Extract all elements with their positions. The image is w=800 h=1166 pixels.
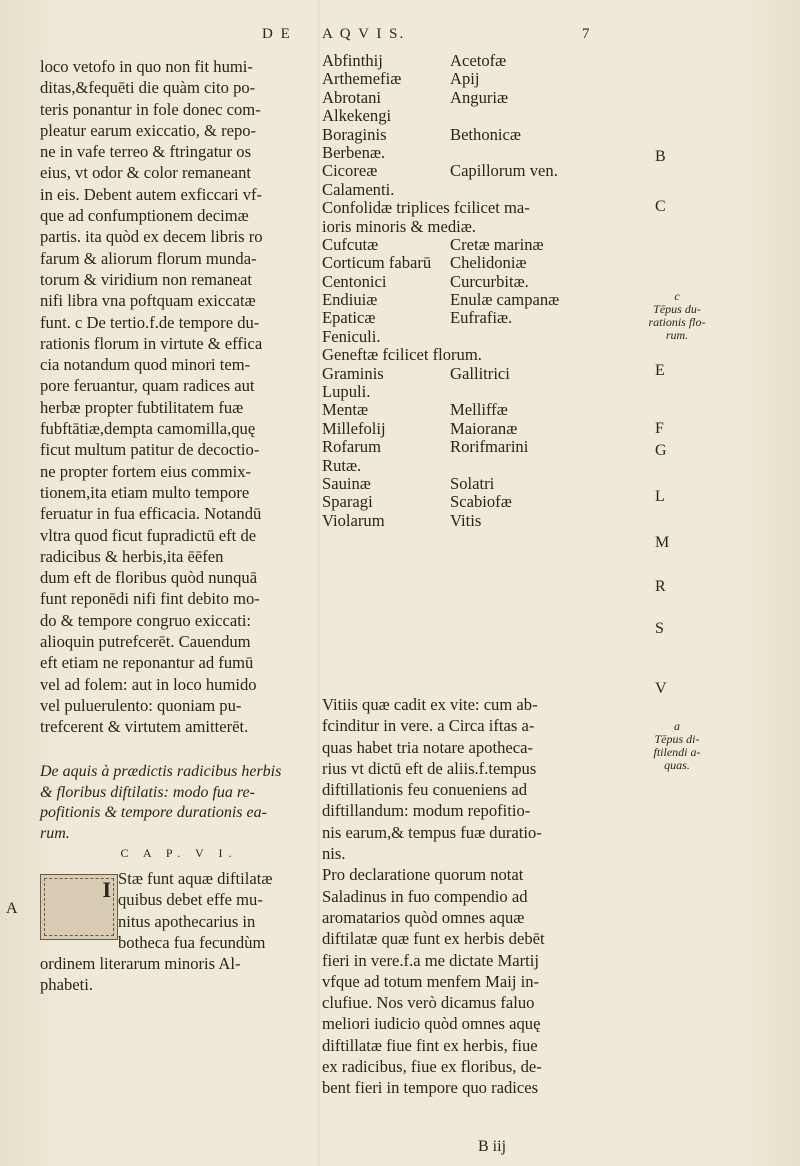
herb-row <box>322 254 622 272</box>
herb-name: Bethonicæ <box>450 124 521 144</box>
text-line: loco vetofo in quo non fit humi- <box>40 57 253 76</box>
herb-name: Maioranæ <box>450 418 518 438</box>
running-header <box>0 26 800 50</box>
text-line: cia notandum quod minori tem- <box>40 355 251 375</box>
text-line: herbæ propter fubtilitatem fuæ <box>40 397 244 417</box>
herb-row <box>322 273 622 291</box>
herb-name: Berbenæ. <box>322 142 386 162</box>
chapter-line: Stæ funt aquæ diftilatæ <box>118 869 273 888</box>
text-line: in eis. Debent autem exficcari vf- <box>40 184 263 204</box>
herb-row <box>322 107 622 125</box>
herb-name: Anguriæ <box>450 87 509 107</box>
running-head-right: A Q V I S. <box>322 26 406 42</box>
text-line: Pro declaratione quorum notat <box>322 865 524 885</box>
herb-name: Sparagi <box>322 492 373 512</box>
herb-row <box>322 181 622 199</box>
chapter-label: C A P. V I. <box>120 846 238 860</box>
herb-name: Epaticæ <box>322 308 376 328</box>
herb-row <box>322 328 622 346</box>
herb-name: Violarum <box>322 510 385 530</box>
text-line: vel puluerulento: quoniam pu- <box>40 695 242 715</box>
text-line: pleatur earum exiccatio, & repo- <box>40 120 257 140</box>
margin-letter: M <box>655 534 670 551</box>
margin-letter: E <box>655 362 665 379</box>
text-line: ex radicibus, fiue ex floribus, de- <box>322 1057 542 1077</box>
chapter-line: quibus debet effe mu- <box>118 890 263 910</box>
heading-line: pofitionis & tempore durationis ea- <box>40 804 267 821</box>
margin-note <box>634 290 720 342</box>
herb-name: Rorifmarini <box>450 437 529 457</box>
text-line: radicibus & herbis,ita ēēfen <box>40 546 224 566</box>
herb-name: Boraginis <box>322 124 387 144</box>
heading-line: & floribus diftilatis: modo fua re- <box>40 783 255 801</box>
herb-name: Mentæ <box>322 400 369 420</box>
text-line: nis earum,& tempus fuæ duratio- <box>322 822 542 842</box>
herb-name: Capillorum ven. <box>450 161 558 181</box>
right-column-text <box>322 694 622 1099</box>
herb-row <box>322 512 622 530</box>
herb-name: Corticum fabarū <box>322 253 432 273</box>
text-line: fubftātiæ,dempta camomilla,quę <box>40 419 256 439</box>
margin-letter: G <box>655 442 667 459</box>
text-line: partis. ita quòd ex decem libris ro <box>40 227 263 247</box>
running-head-left: D E <box>262 26 292 42</box>
margin-letter: B <box>655 148 666 165</box>
herb-name: Arthemefiæ <box>322 69 402 89</box>
text-line: vel ad folem: aut in loco humido <box>40 674 257 694</box>
text-line: vfque ad totum menfem Maij in- <box>322 971 540 991</box>
herb-name: Geneftæ fcilicet florum. <box>322 345 482 365</box>
herb-row <box>322 401 622 419</box>
margin-letter: R <box>655 578 666 595</box>
herb-name: Apij <box>450 69 480 89</box>
herb-name: Solatri <box>450 473 495 493</box>
text-line: teris ponantur in fole donec com- <box>40 99 261 119</box>
herb-name: Abrotani <box>322 87 381 107</box>
herb-row <box>322 457 622 475</box>
text-line: aromatarios quòd omnes aquæ <box>322 907 525 927</box>
herb-row <box>322 162 622 180</box>
text-line: fcinditur in vere. a Circa iftas a- <box>322 716 535 736</box>
herb-name: Endiuiæ <box>322 290 378 310</box>
chapter-line: nitus apothecarius in <box>118 911 256 931</box>
text-line: alioquin putrefcerēt. Cauendum <box>40 632 251 652</box>
herb-name: Melliffæ <box>450 400 508 420</box>
herb-row <box>322 493 622 511</box>
text-line: funt reponēdi nifi fint debito mo- <box>40 589 260 609</box>
herb-name: Feniculi. <box>322 326 381 346</box>
herb-name: Sauinæ <box>322 473 371 493</box>
text-line: eft etiam ne reponantur ad fumū <box>40 653 254 673</box>
herb-row <box>322 383 622 401</box>
chapter-line: botheca fua fecundùm <box>118 932 266 952</box>
text-line: pore feruantur, quam radices aut <box>40 376 255 396</box>
herb-name: Eufrafiæ. <box>450 308 513 328</box>
herb-row <box>322 218 622 236</box>
text-line: Saladinus in fuo compendio ad <box>322 886 528 906</box>
text-line: Vitiis quæ cadit ex vite: cum ab- <box>322 695 538 714</box>
text-line: vltra quod ficut fupradictū eft de <box>40 525 257 545</box>
note-line: rationis flo- <box>648 315 706 329</box>
text-line: diftillatæ fiue fint ex herbis, fiue <box>322 1035 538 1055</box>
herb-row <box>322 420 622 438</box>
text-line: dum eft de floribus quòd nunquā <box>40 568 258 588</box>
herb-row <box>322 291 622 309</box>
herb-row <box>322 236 622 254</box>
herb-name: Abfinthij <box>322 51 383 70</box>
text-line: diftilatæ quæ funt ex herbis debēt <box>322 929 545 949</box>
note-line: ftilendi a- <box>653 745 701 759</box>
initial-letter: I <box>102 877 111 902</box>
chapter-text <box>40 868 318 996</box>
text-line: meliori iudicio quòd omnes aquę <box>322 1014 541 1034</box>
herb-name: Cufcutæ <box>322 234 379 254</box>
text-line: rius vt dictū eft de aliis.f.tempus <box>322 758 537 778</box>
margin-letter: F <box>655 420 664 437</box>
text-line: diftillandum: modum repofitio- <box>322 801 531 821</box>
text-line: do & tempore congruo exiccati: <box>40 610 252 630</box>
text-line: fieri in vere.f.a me dictate Martij <box>322 950 539 970</box>
margin-letter: L <box>655 488 665 505</box>
signature-mark: B iij <box>478 1138 507 1155</box>
note-line: quas. <box>664 758 690 772</box>
heading-line: rum. <box>40 824 70 842</box>
herb-name: Chelidoniæ <box>450 253 527 273</box>
herb-name: Gallitrici <box>450 363 510 383</box>
herb-row <box>322 346 622 364</box>
herb-name: Alkekengi <box>322 106 392 126</box>
note-mark: a <box>674 719 680 733</box>
text-line: rationis florum in virtute & effica <box>40 333 263 353</box>
herb-name: Rutæ. <box>322 455 362 475</box>
herb-row <box>322 438 622 456</box>
text-line: feruatur in fua efficacia. Notandū <box>40 504 262 524</box>
text-line: ne propter fortem eius commix- <box>40 461 252 481</box>
section-heading <box>40 762 318 844</box>
chapter-line: ordinem literarum minoris Al- <box>40 954 241 974</box>
herb-name: Centonici <box>322 271 387 291</box>
herb-name: Calamenti. <box>322 179 395 199</box>
text-line: quas habet tria notare apotheca- <box>322 737 534 757</box>
herb-row <box>322 309 622 327</box>
herb-name: Curcurbitæ. <box>450 271 529 291</box>
left-column-text <box>40 56 318 738</box>
herb-name: Cretæ marinæ <box>450 234 544 254</box>
text-line: farum & aliorum florum munda- <box>40 248 257 268</box>
text-line: ditas,&fequēti die quàm cito po- <box>40 78 256 98</box>
page-number: 7 <box>582 26 592 42</box>
herb-row <box>322 365 622 383</box>
herb-name: Scabiofæ <box>450 492 512 512</box>
chapter-line: phabeti. <box>40 975 93 995</box>
text-line: ficut multum patitur de decoctio- <box>40 440 260 460</box>
text-line: nifi libra vna poftquam exiccatæ <box>40 291 256 311</box>
herb-name: Millefolij <box>322 418 386 438</box>
herb-name: Enulæ campanæ <box>450 290 560 310</box>
herb-row <box>322 475 622 493</box>
herb-row <box>322 199 622 217</box>
herb-water-list <box>322 52 622 530</box>
text-line: nis. <box>322 844 346 864</box>
text-line: funt. c De tertio.f.de tempore du- <box>40 312 260 332</box>
text-line: diftillationis feu conueniens ad <box>322 780 528 800</box>
margin-letter: S <box>655 620 664 637</box>
left-margin-letter: A <box>6 900 18 917</box>
text-line: torum & viridium non remaneat <box>40 269 252 289</box>
note-line: rum. <box>665 328 689 342</box>
herb-row <box>322 126 622 144</box>
herb-row <box>322 52 622 70</box>
herb-row <box>322 144 622 162</box>
gutter-shadow <box>318 0 320 1166</box>
heading-line: De aquis à prædictis radicibus herbis <box>40 763 282 780</box>
text-line: clufiue. Nos verò dicamus faluo <box>322 993 535 1013</box>
text-line: eius, vt odor & color remaneant <box>40 163 252 183</box>
herb-name: Vitis <box>450 510 482 530</box>
herb-name: Confolidæ triplices fcilicet ma- <box>322 198 530 218</box>
margin-letter: C <box>655 198 666 215</box>
margin-letter: V <box>655 680 667 697</box>
herb-name: Acetofæ <box>450 51 507 70</box>
herb-name: Cicoreæ <box>322 161 378 181</box>
note-mark: c <box>674 289 680 303</box>
text-line: tionem,ita etiam multo tempore <box>40 482 250 502</box>
margin-note <box>634 720 720 772</box>
herb-name: Lupuli. <box>322 382 371 402</box>
text-line: bent fieri in tempore quo radices <box>322 1078 539 1098</box>
herb-row <box>322 70 622 88</box>
text-line: que ad confumptionem decimæ <box>40 206 249 226</box>
note-line: Tēpus du- <box>653 302 701 316</box>
herb-name: Graminis <box>322 363 384 383</box>
herb-name: Rofarum <box>322 437 381 457</box>
herb-row <box>322 89 622 107</box>
herb-name: ioris minoris & mediæ. <box>322 216 476 236</box>
text-line: ne in vafe terreo & ftringatur os <box>40 142 252 162</box>
text-line: trefcerent & virtutem amitterēt. <box>40 717 249 737</box>
note-line: Tēpus di- <box>654 732 700 746</box>
